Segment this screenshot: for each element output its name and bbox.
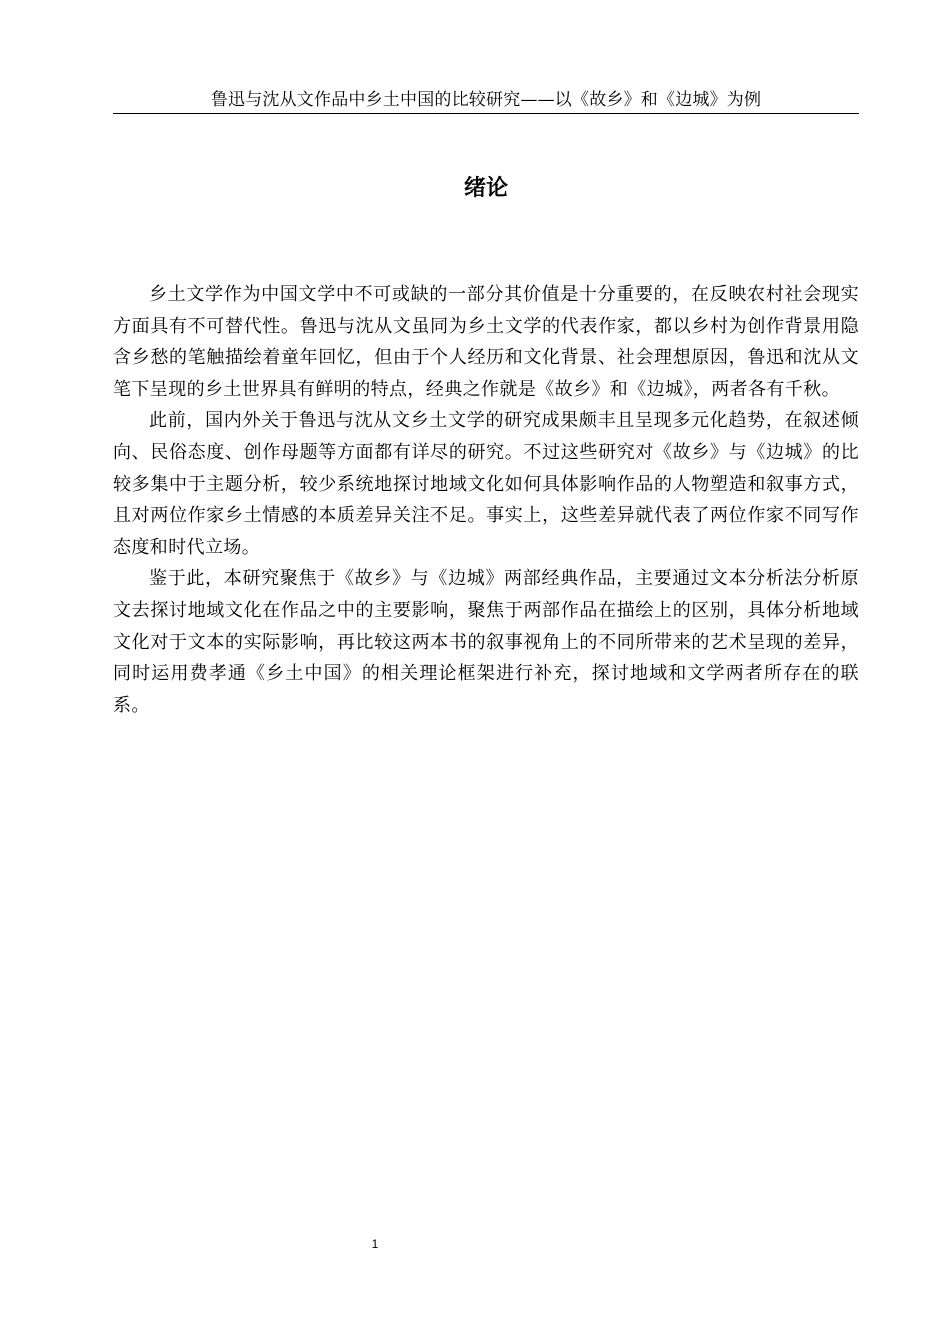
section-title: 绪论: [463, 176, 508, 201]
running-header: 鲁迅与沈从文作品中乡土中国的比较研究——以《故乡》和《边城》为例: [210, 90, 762, 110]
paragraph-1: 乡土文学作为中国文学中不可或缺的一部分其价值是十分重要的，在反映农村社会现实方面具有不可替代性。鲁迅与沈从文虽同为乡土文学的代表作家，都以乡村为创作背景用隐含乡愁的笔触描绘着童年回忆，但由于个人经历和文化背景、社会理想原因，鲁迅和沈从文笔下呈现的乡土世界具有鲜明的特点，经典之作就是《故乡》和《边城》，两者各有千秋。: [113, 284, 859, 400]
paragraph-3: 鉴于此，本研究聚焦于《故乡》与《边城》两部经典作品，主要通过文本分析法分析原文去探讨地域文化在作品之中的主要影响，聚焦于两部作品在描绘上的区别，具体分析地域文化对于文本的实际影响，再比较这两本书的叙事视角上的不同所带来的艺术呈现的差异，同时运用费孝通《乡土中国》的相关理论框架进行补充，探讨地域和文学两者所存在的联系。: [113, 568, 859, 716]
paragraph-2: 此前，国内外关于鲁迅与沈从文乡土文学的研究成果颇丰且呈现多元化趋势，在叙述倾向、民俗态度、创作母题等方面都有详尽的研究。不过这些研究对《故乡》与《边城》的比较多集中于主题分析，较少系统地探讨地域文化如何具体影响作品的人物塑造和叙事方式，且对两位作家乡土情感的本质差异关注不足。事实上，这些差异就代表了两位作家不同写作态度和时代立场。: [113, 410, 859, 558]
page-number: 1: [371, 1237, 379, 1251]
header-divider: [113, 113, 859, 114]
body-text: [113, 279, 859, 721]
